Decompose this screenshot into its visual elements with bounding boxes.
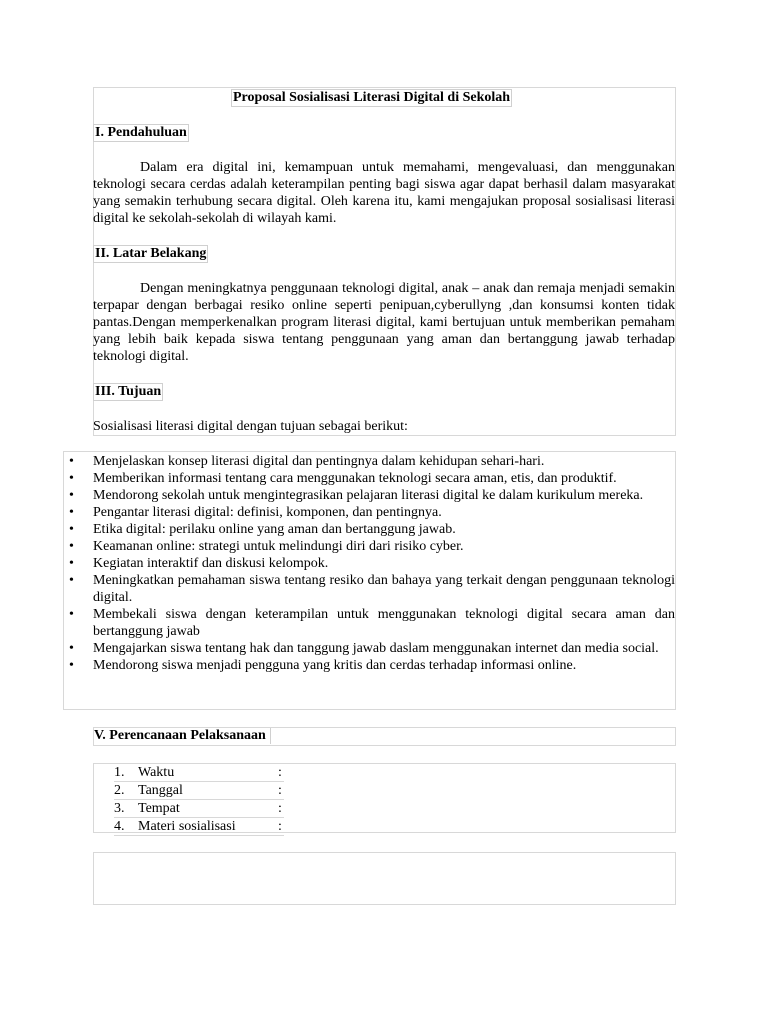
bullet-icon: • (69, 488, 74, 503)
list-item: • Meningkatkan pemahaman siswa tentang resiko dan bahaya yang terkait dengan penggunaan teknologi digital. (69, 573, 675, 605)
bullet-icon: • (69, 641, 74, 656)
table-row: 1. Waktu : (114, 764, 284, 782)
list-item: • Menjelaskan konsep literasi digital dan pentingnya dalam kehidupan sehari-hari. (69, 454, 545, 469)
paragraph-pendahuluan: Dalam era digital ini, kemampuan untuk memahami, mengevaluasi, dan menggunakan teknologi secara cerdas adalah keterampilan penting bagi siswa agar dapat berhasil dalam masyarakat yang semakin terhubung secara digital. Oleh karena itu, kami mengajukan proposal sosialisasi literasi digital ke sekolah-sekolah di wilayah kami. (93, 160, 675, 226)
list-item: • Mengajarkan siswa tentang hak dan tanggung jawab daslam menggunakan internet dan media social. (69, 641, 659, 656)
heading-latar-belakang: II. Latar Belakang (95, 246, 207, 261)
table-row: 2. Tanggal : (114, 782, 284, 800)
bullet-icon: • (69, 556, 74, 571)
heading-tujuan: III. Tujuan (95, 384, 162, 399)
bullet-icon: • (69, 607, 74, 622)
list-item: • Keamanan online: strategi untuk melindungi diri dari risiko cyber. (69, 539, 464, 554)
empty-frame (93, 852, 676, 905)
tujuan-list (63, 453, 675, 674)
paragraph-latar-belakang: Dengan meningkatnya penggunaan teknologi digital, anak – anak dan remaja menjadi semakin terpapar dengan berbagai resiko online seperti penipuan,cyberullyng ,dan konsumsi konten tidak pantas.Dengan memperkenalkan program literasi digital, kami bertujuan untuk memberikan pemaham yang lebih baik kepada siswa tentang penggunaan yang aman dan bertanggung jawab terhadap teknologi digital. (93, 281, 675, 364)
list-item: • Pengantar literasi digital: definisi, komponen, dan pentingnya. (69, 505, 442, 520)
bullet-icon: • (69, 522, 74, 537)
plan-table (114, 764, 284, 836)
list-item: • Etika digital: perilaku online yang aman dan bertanggung jawab. (69, 522, 456, 537)
document-title: Proposal Sosialisasi Literasi Digital di Sekolah (233, 90, 511, 105)
heading-perencanaan: V. Perencanaan Pelaksanaan (93, 728, 271, 744)
list-item: • Kegiatan interaktif dan diskusi kelompok. (69, 556, 329, 571)
bullet-icon: • (69, 539, 74, 554)
bullet-icon: • (69, 471, 74, 486)
bullet-icon: • (69, 658, 74, 673)
bullet-icon: • (69, 573, 74, 588)
list-item: • Membekali siswa dengan keterampilan untuk menggunakan teknologi digital secara aman dan bertanggung jawab (69, 607, 675, 639)
tujuan-intro: Sosialisasi literasi digital dengan tujuan sebagai berikut: (93, 419, 408, 434)
table-row: 4. Materi sosialisasi : (114, 818, 284, 836)
table-row: 3. Tempat : (114, 800, 284, 818)
list-item: • Mendorong siswa menjadi pengguna yang kritis dan cerdas terhadap informasi online. (69, 658, 577, 673)
bullet-icon: • (69, 505, 74, 520)
heading-pendahuluan: I. Pendahuluan (95, 125, 187, 140)
list-item: • Memberikan informasi tentang cara menggunakan teknologi secara aman, etis, dan produktif. (69, 471, 617, 486)
list-item: • Mendorong sekolah untuk mengintegrasikan pelajaran literasi digital ke dalam kurikulum mereka. (69, 488, 644, 503)
bullet-icon: • (69, 454, 74, 469)
